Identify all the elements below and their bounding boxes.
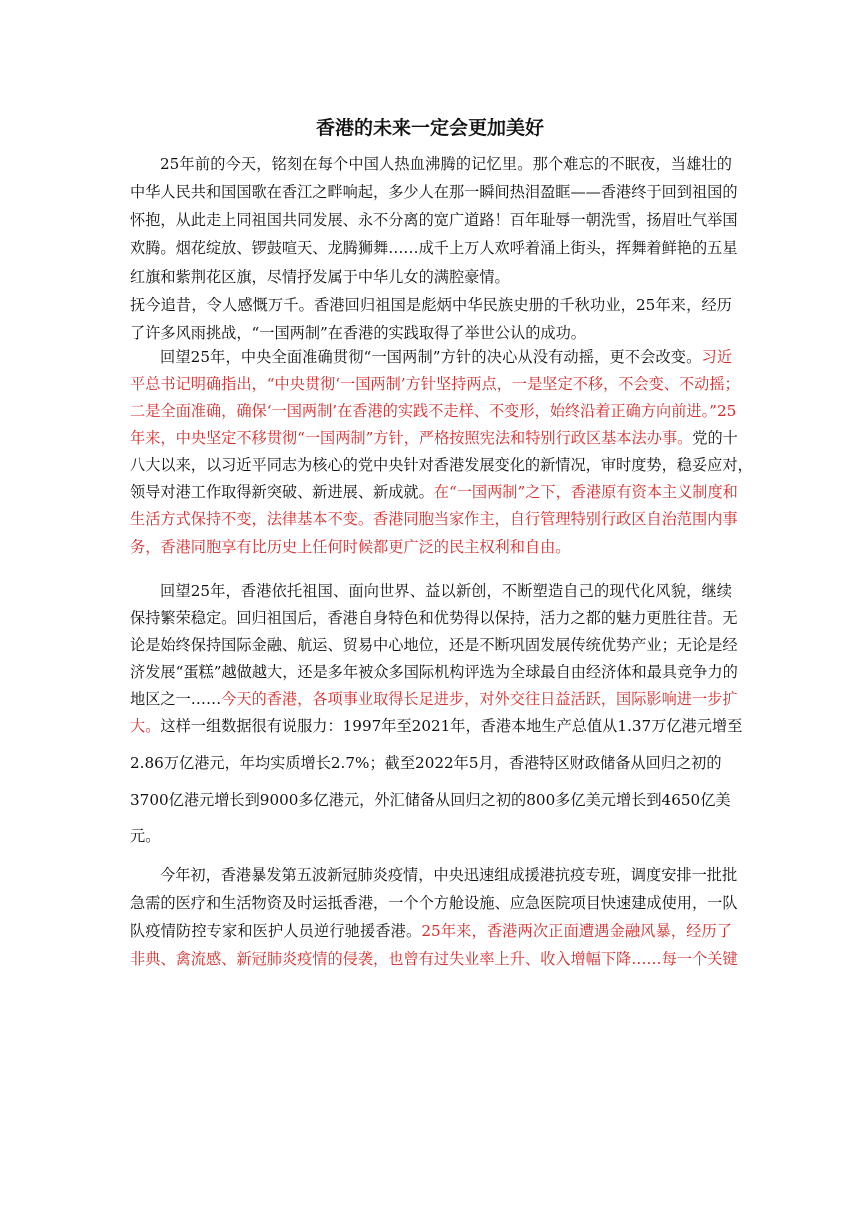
text-line bbox=[130, 533, 732, 561]
body-text: 了许多风雨挑战，“一国两制”在香港的实践取得了举世公认的成功。 bbox=[130, 324, 586, 342]
text-line bbox=[130, 712, 743, 740]
text-line bbox=[130, 424, 738, 452]
body-text: 地区之一…… bbox=[130, 690, 222, 708]
body-text: 八大以来，以习近平同志为核心的党中央针对香港发展变化的新情况，审时度势，稳妥应对， bbox=[130, 456, 753, 474]
body-text: 25年前的今天，铭刻在每个中国人热血沸腾的记忆里。那个难忘的不眠夜，当雄壮的 bbox=[160, 155, 732, 173]
highlighted-text: 今天的香港，各项事业取得长足进步，对外交往日益活跃，国际影响进一步扩 bbox=[221, 690, 738, 708]
text-line bbox=[130, 577, 732, 605]
text-line bbox=[130, 343, 732, 371]
highlighted-text: 务，香港同胞享有比历史上任何时候都更广泛的民主权利和自由。 bbox=[130, 538, 571, 556]
text-line bbox=[130, 397, 737, 425]
text-line bbox=[130, 505, 738, 533]
highlighted-text: 二是全面准确，确保‘一国两制’在香港的实践不走样、不变形，始终沿着正确方向前进。”25 bbox=[130, 402, 737, 420]
body-text: 党的十 bbox=[692, 429, 738, 447]
text-line bbox=[130, 861, 738, 889]
text-line bbox=[130, 917, 732, 945]
body-text: 这样一组数据很有说服力：1997年至2021年，香港本地生产总值从1.37万亿港元增至 bbox=[160, 717, 743, 735]
body-text: 抚今追昔，令人感慨万千。香港回归祖国是彪炳中华民族史册的千秋功业，25年来，经历 bbox=[130, 296, 732, 314]
text-line bbox=[130, 749, 732, 777]
body-text: 2.86万亿港元，年均实质增长2.7%；截至2022年5月，香港特区财政储备从回归之初的 bbox=[130, 754, 722, 772]
body-text: 元。 bbox=[130, 827, 161, 845]
text-line bbox=[130, 685, 738, 713]
body-text: 怀抱，从此走上同祖国共同发展、永不分离的宽广道路！百年耻辱一朝洗雪，扬眉吐气举国 bbox=[130, 211, 738, 229]
body-text: 保持繁荣稳定。回归祖国后，香港自身特色和优势得以保持，活力之都的魅力更胜往昔。无 bbox=[130, 609, 738, 627]
text-line bbox=[130, 658, 738, 686]
body-text: 回望25年，中央全面准确贯彻“一国两制”方针的决心从没有动摇，更不会改变。 bbox=[160, 348, 702, 366]
highlighted-text: 生活方式保持不变，法律基本不变。香港同胞当家作主，自行管理特别行政区自治范围内事 bbox=[130, 510, 738, 528]
text-line bbox=[130, 631, 738, 659]
text-line bbox=[130, 786, 732, 814]
highlighted-text: 非典、禽流感、新冠肺炎疫情的侵袭，也曾有过失业率上升、收入增幅下降……每一个关键 bbox=[130, 950, 738, 968]
text-line bbox=[130, 889, 738, 917]
text-line bbox=[130, 604, 738, 632]
highlighted-text: 在“一国两制”之下，香港原有资本主义制度和 bbox=[433, 483, 738, 501]
text-line bbox=[130, 945, 738, 973]
body-text: 论是始终保持国际金融、航运、贸易中心地位，还是不断巩固发展传统优势产业；无论是经 bbox=[130, 636, 738, 654]
text-line bbox=[130, 822, 732, 850]
text-line bbox=[130, 150, 732, 178]
highlighted-text: 大。 bbox=[130, 717, 161, 735]
text-line bbox=[130, 234, 738, 262]
highlighted-text: 平总书记明确指出，“中央贯彻‘一国两制’方针坚持两点，一是坚定不移，不会变、不动摇； bbox=[130, 375, 740, 393]
text-line bbox=[130, 263, 732, 291]
text-line bbox=[130, 451, 753, 479]
body-text: 今年初，香港暴发第五波新冠肺炎疫情，中央迅速组成援港抗疫专班，调度安排一批批 bbox=[160, 866, 738, 884]
body-text: 3700亿港元增长到9000多亿港元，外汇储备从回归之初的800多亿美元增长到4650亿美 bbox=[130, 791, 731, 809]
body-text: 中华人民共和国国歌在香江之畔响起，多少人在那一瞬间热泪盈眶——香港终于回到祖国的 bbox=[130, 183, 738, 201]
text-line bbox=[130, 206, 738, 234]
body-text: 领导对港工作取得新突破、新进展、新成就。 bbox=[130, 483, 434, 501]
highlighted-text: 习近 bbox=[701, 348, 733, 366]
text-line bbox=[130, 291, 732, 319]
body-text: 欢腾。烟花绽放、锣鼓喧天、龙腾狮舞……成千上万人欢呼着涌上街头，挥舞着鲜艳的五星 bbox=[130, 239, 738, 257]
body-text: 急需的医疗和生活物资及时运抵香港，一个个方舱设施、应急医院项目快速建成使用，一队 bbox=[130, 894, 738, 912]
highlighted-text: 年来，中央坚定不移贯彻“一国两制”方针，严格按照宪法和特别行政区基本法办事。 bbox=[130, 429, 693, 447]
document-title: 香港的未来一定会更加美好 bbox=[315, 117, 544, 139]
body-text: 队疫情防控专家和医护人员逆行驰援香港。 bbox=[130, 922, 422, 940]
text-line bbox=[130, 478, 738, 506]
text-line bbox=[130, 370, 740, 398]
text-line bbox=[130, 178, 738, 206]
body-text: 回望25年，香港依托祖国、面向世界、益以新创，不断塑造自己的现代化风貌，继续 bbox=[160, 582, 732, 600]
highlighted-text: 25年来，香港两次正面遭遇金融风暴，经历了 bbox=[421, 922, 733, 940]
body-text: 红旗和紫荆花区旗，尽情抒发属于中华儿女的满腔豪情。 bbox=[130, 268, 510, 286]
body-text: 济发展“蛋糕”越做越大，还是多年被众多国际机构评选为全球最自由经济体和最具竞争力的 bbox=[130, 663, 738, 681]
